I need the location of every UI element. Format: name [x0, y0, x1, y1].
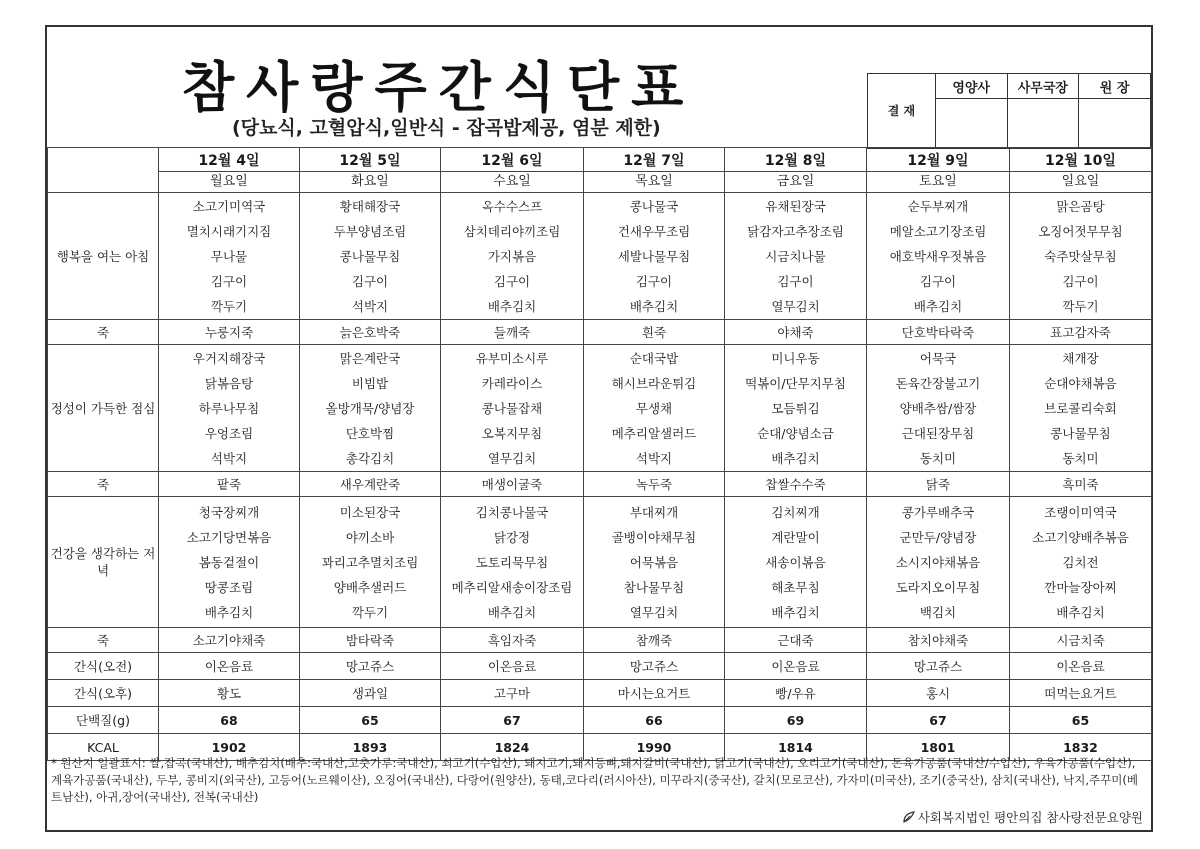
menu-row-porridge3	[48, 628, 1152, 653]
menu-item: 콩나물잡채	[481, 400, 543, 416]
row-label: 단백질(g)	[48, 707, 159, 734]
menu-row-lunch	[48, 345, 1152, 472]
menu-cell: 흑임자죽	[441, 628, 584, 653]
menu-cell	[725, 193, 867, 320]
menu-item: 메알소고기장조림	[889, 223, 987, 239]
menu-item: 멸치시래기지짐	[186, 223, 272, 239]
menu-item: 콩가루배추국	[901, 504, 975, 520]
day-of-week: 수요일	[493, 173, 531, 189]
approval-role-dietitian: 영양사	[935, 74, 1007, 99]
menu-cell: 1893	[300, 734, 441, 761]
menu-cell: 흰죽	[584, 320, 725, 345]
menu-item: 유부미소시루	[475, 350, 549, 366]
day-date: 12월 4일	[159, 149, 299, 172]
menu-item: 콩나물무침	[339, 248, 401, 264]
menu-cell: 1814	[725, 734, 867, 761]
menu-item: 두부양념조림	[333, 223, 407, 239]
menu-item: 소고기미역국	[192, 198, 266, 214]
menu-cell: 홍시	[867, 680, 1010, 707]
menu-item: 백김치	[919, 604, 957, 620]
menu-item: 참나물무침	[623, 579, 685, 595]
menu-item: 깍두기	[210, 298, 248, 314]
menu-cell	[159, 345, 300, 472]
menu-item: 김치콩나물국	[475, 504, 549, 520]
menu-item: 콩나물무침	[1050, 425, 1111, 441]
menu-cell: 이온음료	[725, 653, 867, 680]
menu-cell: 근대죽	[725, 628, 867, 653]
menu-cell: 고구마	[441, 680, 584, 707]
menu-item: 새송이볶음	[765, 554, 826, 570]
menu-cell: 1801	[867, 734, 1010, 761]
menu-item: 황태해장국	[339, 198, 401, 214]
menu-item: 유채된장국	[765, 198, 826, 214]
menu-row-breakfast	[48, 193, 1152, 320]
day-header	[725, 148, 867, 193]
menu-cell: 이온음료	[159, 653, 300, 680]
menu-item: 우엉조림	[204, 425, 254, 441]
menu-item: 우거지해장국	[192, 350, 266, 366]
menu-cell: 밤타락죽	[300, 628, 441, 653]
menu-item: 배추김치	[629, 298, 679, 314]
menu-cell: 이온음료	[1010, 653, 1152, 680]
menu-item: 콩나물국	[629, 198, 679, 214]
menu-cell	[300, 345, 441, 472]
foundation-logo-icon	[902, 811, 916, 823]
page-subtitle: (당뇨식, 고혈압식,일반식 - 잡곡밥제공, 염분 제한)	[232, 117, 661, 139]
menu-cell	[441, 193, 584, 320]
menu-item: 세발나물무침	[617, 248, 691, 264]
day-header	[300, 148, 441, 193]
day-header	[584, 148, 725, 193]
menu-item: 닭볶음탕	[204, 375, 254, 391]
day-of-week: 월요일	[210, 173, 248, 189]
origin-note	[51, 755, 1147, 806]
menu-item: 채개장	[1062, 350, 1099, 366]
menu-cell: 흑미죽	[1010, 472, 1152, 497]
menu-item: 옥수수스프	[481, 198, 543, 214]
menu-cell: 망고쥬스	[867, 653, 1010, 680]
menu-item: 열무김치	[629, 604, 679, 620]
menu-item: 석박지	[351, 298, 389, 314]
menu-item: 시금치나물	[765, 248, 826, 264]
menu-item: 삼치데리야끼조림	[463, 223, 561, 239]
menu-cell	[300, 193, 441, 320]
menu-cell: 야채죽	[725, 320, 867, 345]
menu-item: 맑은계란국	[339, 350, 401, 366]
menu-cell	[300, 497, 441, 628]
day-of-week: 금요일	[776, 173, 815, 189]
menu-cell: 이온음료	[441, 653, 584, 680]
menu-item: 김구이	[210, 273, 248, 289]
menu-item: 양배추쌈/쌈장	[899, 400, 977, 416]
menu-item: 야끼소바	[345, 529, 395, 545]
menu-item: 김구이	[635, 273, 673, 289]
menu-cell: 망고쥬스	[300, 653, 441, 680]
menu-cell: 68	[159, 707, 300, 734]
menu-cell: 1824	[441, 734, 584, 761]
menu-cell: 표고감자죽	[1010, 320, 1152, 345]
menu-item: 메추리알새송이장조림	[451, 579, 573, 595]
menu-row-snack-pm	[48, 680, 1152, 707]
menu-item: 닭감자고추장조림	[747, 223, 844, 239]
menu-cell: 66	[584, 707, 725, 734]
menu-cell: 67	[441, 707, 584, 734]
menu-item: 소고기양배추볶음	[1032, 529, 1129, 545]
menu-cell: 67	[867, 707, 1010, 734]
day-date: 12월 8일	[725, 149, 866, 172]
menu-item: 배추김치	[1056, 604, 1105, 620]
day-date: 12월 9일	[867, 149, 1009, 172]
menu-item: 깍두기	[351, 604, 389, 620]
menu-cell	[159, 193, 300, 320]
header	[47, 27, 1151, 147]
menu-item: 닭강정	[493, 529, 531, 545]
signature-box-director[interactable]	[1079, 99, 1151, 149]
menu-item: 미니우동	[771, 350, 820, 366]
menu-item: 맑은곰탕	[1056, 198, 1105, 214]
menu-item: 미소된장국	[339, 504, 401, 520]
day-date: 12월 10일	[1010, 149, 1151, 172]
menu-cell	[725, 345, 867, 472]
approval-box	[867, 73, 1151, 149]
menu-item: 배추김치	[487, 604, 537, 620]
row-label: 간식(오전)	[48, 653, 159, 680]
menu-item: 동치미	[919, 450, 957, 466]
menu-cell: 65	[1010, 707, 1152, 734]
row-label: 건강을 생각하는 저녁	[48, 497, 159, 628]
menu-item: 올방개묵/양념장	[325, 400, 415, 416]
menu-item: 김구이	[1062, 273, 1099, 289]
day-date: 12월 5일	[300, 149, 440, 172]
menu-item: 부대찌개	[629, 504, 679, 520]
menu-item: 배추김치	[771, 604, 820, 620]
menu-cell	[441, 345, 584, 472]
menu-item: 돈육간장불고기	[895, 375, 981, 391]
menu-cell: 69	[725, 707, 867, 734]
menu-row-snack-am	[48, 653, 1152, 680]
menu-item: 김치찌개	[771, 504, 820, 520]
menu-cell: 소고기야채죽	[159, 628, 300, 653]
menu-cell	[1010, 193, 1152, 320]
menu-item: 카레라이스	[481, 375, 543, 391]
menu-item: 떡볶이/단무지무침	[745, 375, 846, 391]
menu-item: 배추김치	[204, 604, 254, 620]
menu-item: 김구이	[351, 273, 389, 289]
menu-cell: 닭죽	[867, 472, 1010, 497]
menu-item: 동치미	[1062, 450, 1099, 466]
menu-cell: 팥죽	[159, 472, 300, 497]
menu-item: 석박지	[210, 450, 248, 466]
menu-cell: 참깨죽	[584, 628, 725, 653]
menu-cell: 단호박타락죽	[867, 320, 1010, 345]
menu-cell	[867, 345, 1010, 472]
day-date: 12월 6일	[441, 149, 583, 172]
row-label: 행복을 여는 아침	[48, 193, 159, 320]
menu-item: 도토리묵무침	[475, 554, 549, 570]
signature-box-manager[interactable]	[1007, 99, 1079, 149]
menu-item: 메추리알샐러드	[611, 425, 697, 441]
menu-cell	[584, 345, 725, 472]
menu-item: 하루나무침	[198, 400, 260, 416]
menu-cell: 1902	[159, 734, 300, 761]
day-of-week: 토요일	[919, 173, 957, 189]
menu-item: 건새우무조림	[617, 223, 691, 239]
menu-item: 순대국밥	[629, 350, 679, 366]
weekly-menu-table	[47, 147, 1152, 761]
menu-item: 오징어젓무무침	[1038, 223, 1123, 239]
menu-cell: 빵/우유	[725, 680, 867, 707]
menu-cell: 마시는요거트	[584, 680, 725, 707]
menu-item: 김구이	[777, 273, 814, 289]
menu-item: 양배추샐러드	[333, 579, 407, 595]
menu-cell: 늙은호박죽	[300, 320, 441, 345]
row-label: 정성이 가득한 점심	[48, 345, 159, 472]
menu-item: 모듬튀김	[771, 400, 820, 416]
menu-cell: 참치야채죽	[867, 628, 1010, 653]
menu-item: 단호박찜	[345, 425, 395, 441]
menu-sheet	[45, 25, 1153, 832]
menu-item: 어묵국	[919, 350, 957, 366]
menu-item: 총각김치	[345, 450, 395, 466]
menu-item: 근대된장무침	[901, 425, 975, 441]
menu-cell: 매생이굴죽	[441, 472, 584, 497]
row-label: 간식(오후)	[48, 680, 159, 707]
menu-cell: 1990	[584, 734, 725, 761]
menu-cell: 떠먹는요거트	[1010, 680, 1152, 707]
menu-row-porridge1	[48, 320, 1152, 345]
menu-cell: 생과일	[300, 680, 441, 707]
menu-item: 골뱅이야채무침	[611, 529, 697, 545]
menu-item: 조랭이미역국	[1044, 504, 1117, 520]
menu-item: 순대/양념소금	[757, 425, 834, 441]
menu-item: 순두부찌개	[907, 198, 969, 214]
menu-item: 땅콩조림	[204, 579, 254, 595]
day-date: 12월 7일	[584, 149, 724, 172]
menu-cell: 1832	[1010, 734, 1152, 761]
menu-cell: 65	[300, 707, 441, 734]
menu-cell: 들깨죽	[441, 320, 584, 345]
menu-item: 브로콜리숙회	[1044, 400, 1117, 416]
foundation-text: 사회복지법인 평안의집 참사랑전문요양원	[917, 810, 1143, 825]
menu-item: 김치전	[1062, 554, 1099, 570]
menu-row-porridge2	[48, 472, 1152, 497]
menu-item: 열무김치	[487, 450, 537, 466]
approval-role-manager: 사무국장	[1007, 74, 1079, 99]
menu-cell	[1010, 497, 1152, 628]
menu-item: 무생채	[635, 400, 673, 416]
menu-cell	[725, 497, 867, 628]
menu-item: 애호박새우젓볶음	[889, 248, 987, 264]
menu-cell	[584, 193, 725, 320]
menu-item: 청국장찌개	[198, 504, 260, 520]
menu-item: 꽈리고추멸치조림	[321, 554, 419, 570]
row-label: KCAL	[48, 734, 159, 761]
menu-item: 배추김치	[771, 450, 820, 466]
menu-cell: 누룽지죽	[159, 320, 300, 345]
menu-item: 계란말이	[771, 529, 820, 545]
menu-item: 해시브라운튀김	[611, 375, 697, 391]
menu-item: 열무김치	[771, 298, 820, 314]
menu-item: 배추김치	[913, 298, 963, 314]
origin-note-text: * 원산지 일괄표시: 쌀,잡곡(국내산), 배추김치(배추:국내산,고춧가루:국내산), 쇠고기(수입산), 돼지고기,돼지등뼈,돼지갈비(국내산), 닭고기(국내산), 오리고기(국내산), 돈육가공품(국내산/수입산), 우육가공품(수입산), 계육가공품(국내산), 두부, 콩비지(외국산), 고등어(노르웨이산), 오징어(국내산), 다랑어(원양산), 동태,코다리(러시아산), 미꾸라지(중국산), 갈치(모로코산), 가자미(미국산), 조기(중국산), 삼치(국내산), 낙지,주꾸미(베트남산), 아귀,장어(국내산), 전복(국내산)	[51, 756, 1138, 804]
day-header	[159, 148, 300, 193]
day-header	[441, 148, 584, 193]
menu-item: 석박지	[635, 450, 673, 466]
corner-cell	[48, 148, 159, 193]
menu-cell	[584, 497, 725, 628]
approval-role-director: 원 장	[1079, 74, 1151, 99]
day-header-row	[48, 148, 1152, 193]
day-header	[867, 148, 1010, 193]
menu-cell: 망고쥬스	[584, 653, 725, 680]
menu-item: 김구이	[919, 273, 957, 289]
day-header	[1010, 148, 1152, 193]
menu-cell: 새우계란죽	[300, 472, 441, 497]
menu-cell: 찹쌀수수죽	[725, 472, 867, 497]
menu-cell	[867, 193, 1010, 320]
menu-cell: 녹두죽	[584, 472, 725, 497]
menu-cell	[1010, 345, 1152, 472]
signature-box-dietitian[interactable]	[935, 99, 1007, 149]
menu-cell	[441, 497, 584, 628]
day-of-week: 화요일	[351, 173, 389, 189]
menu-item: 숙주맛살무침	[1044, 248, 1117, 264]
menu-item: 깍두기	[1062, 298, 1099, 314]
row-label: 죽	[48, 320, 159, 345]
menu-item: 소고기당면볶음	[186, 529, 272, 545]
day-of-week: 목요일	[635, 173, 673, 189]
menu-item: 어묵볶음	[629, 554, 679, 570]
menu-item: 비빔밥	[351, 375, 389, 391]
menu-item: 소시지야채볶음	[895, 554, 981, 570]
menu-row-dinner	[48, 497, 1152, 628]
menu-item: 군만두/양념장	[899, 529, 977, 545]
menu-item: 배추김치	[487, 298, 537, 314]
menu-item: 김구이	[493, 273, 531, 289]
menu-item: 순대야채볶음	[1044, 375, 1117, 391]
menu-cell	[159, 497, 300, 628]
menu-row-protein	[48, 707, 1152, 734]
menu-item: 깐마늘장아찌	[1044, 579, 1117, 595]
menu-item: 해초무침	[771, 579, 820, 595]
menu-cell: 황도	[159, 680, 300, 707]
page-title: 참사랑주간식단표	[182, 56, 696, 119]
menu-item: 봄동겉절이	[198, 554, 260, 570]
menu-item: 오복지무침	[481, 425, 543, 441]
menu-item: 가지볶음	[487, 248, 537, 264]
approval-label: 결 재	[868, 74, 936, 149]
row-label: 죽	[48, 628, 159, 653]
foundation-name	[902, 808, 1143, 826]
menu-cell	[867, 497, 1010, 628]
menu-cell: 시금치죽	[1010, 628, 1152, 653]
row-label: 죽	[48, 472, 159, 497]
day-of-week: 일요일	[1061, 173, 1100, 189]
menu-item: 무나물	[210, 248, 248, 264]
menu-item: 도라지오이무침	[895, 579, 981, 595]
